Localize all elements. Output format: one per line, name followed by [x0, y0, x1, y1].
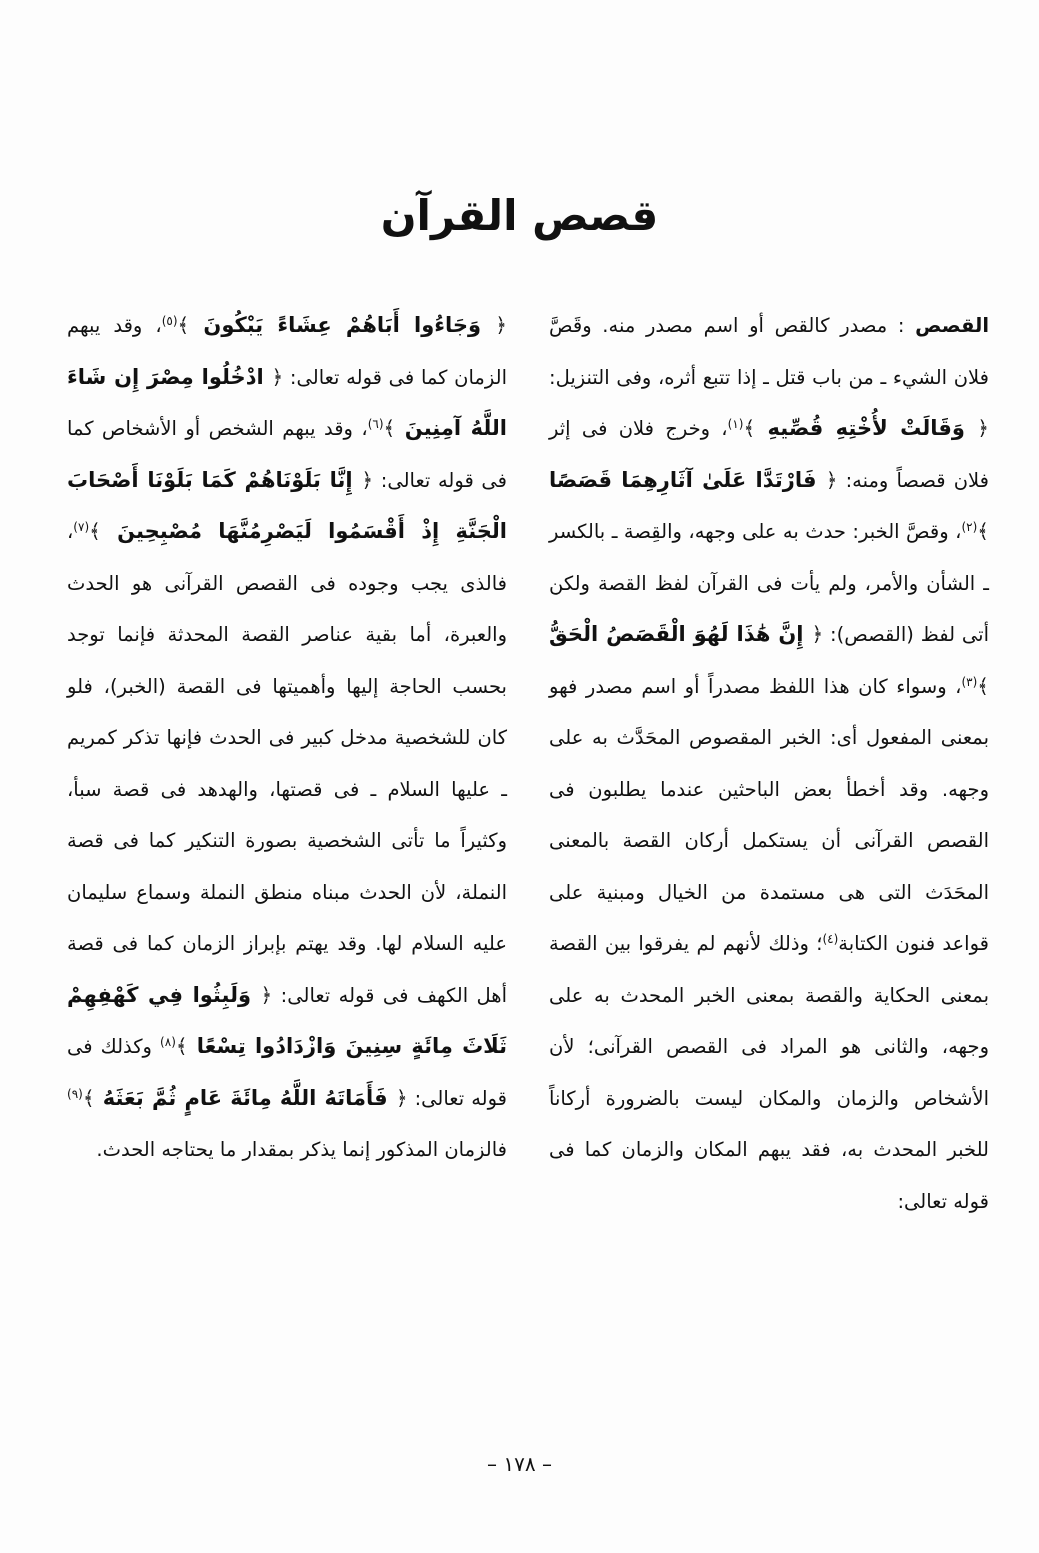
ornate-bracket: ﴾ — [977, 673, 989, 698]
quran-verse: ادْخُلُوا مِصْرَ إِن شَاءَ اللَّهُ آمِنِينَ — [67, 364, 507, 440]
ornate-bracket: ﴾ — [175, 1034, 188, 1058]
ornate-bracket: ﴿ — [825, 467, 838, 492]
footnote-marker: (٣) — [961, 674, 978, 689]
quran-verse: وَجَاءُوا أَبَاهُمْ عِشَاءً يَبْكُونَ — [189, 313, 496, 337]
ornate-bracket: ﴾ — [177, 313, 190, 337]
ornate-bracket: ﴿ — [495, 313, 507, 337]
quran-verse: وَلَبِثُوا فِي كَهْفِهِمْ ثَلَاثَ مِائَةٍ سِنِينَ وَازْدَادُوا تِسْعًا — [67, 982, 507, 1058]
text-run: ، فالذى يجب وجوده فى القصص القرآنى هو الحدث والعبرة، أما بقية عناصر القصة المحدثة فإنما توجد بحسب الحاجة إليها وأهميتها فى القصة (الخبر)، فلو كان للشخصية مدخل كبير فى الحدث فإنها تذكر كمريم ـ عليها السلام ـ فى قصتها، والهدهد فى قصة سبأ، وكثيراً ما تأتى الشخصية بصورة التنكير كما فى قصة النملة، لأن الحدث مبناه منطق النملة وسماع سليمان — [67, 520, 507, 904]
honorific-glyph: عليه السلام — [411, 932, 507, 955]
quran-verse: إِنَّا بَلَوْنَاهُمْ كَمَا بَلَوْنَا أَصْحَابَ الْجَنَّةِ إِذْ أَقْسَمُوا لَيَصْرِمُنَّهَا مُصْبِحِينَ — [67, 467, 507, 543]
quran-verse: إِنَّ هَٰذَا لَهُوَ الْقَصَصُ الْحَقُّ — [549, 622, 812, 646]
column-left — [67, 300, 507, 1176]
footnote-marker: (٨) — [160, 1035, 176, 1049]
quran-verse: فَأَمَاتَهُ اللَّهُ مِائَةَ عَامٍ ثُمَّ بَعَثَهُ — [94, 1085, 396, 1110]
ornate-bracket: ﴿ — [271, 364, 284, 389]
footnote-marker: (٦) — [367, 417, 384, 431]
ornate-bracket: ﴿ — [395, 1085, 408, 1110]
ornate-bracket: ﴾ — [383, 416, 396, 440]
column-right — [549, 300, 989, 1227]
footnote-marker: (٤) — [822, 932, 839, 946]
text-run: ، وخرج فلان فى إثر فلان قصصاً ومنه: — [549, 417, 989, 492]
quran-verse: وَقَالَتْ لأُخْتِهِ قُصِّيهِ — [755, 416, 978, 440]
ornate-bracket: ﴿ — [260, 982, 273, 1007]
text-run: ، وقد يبهم الشخص أو الأشخاص كما فى قوله تعالى: — [67, 417, 507, 492]
footnote-marker: (١) — [727, 417, 744, 431]
footnote-marker: (٢) — [961, 520, 978, 534]
ornate-bracket: ﴿ — [977, 416, 989, 440]
page-title: قصص القرآن — [380, 191, 659, 241]
ornate-bracket: ﴾ — [743, 416, 756, 440]
ornate-bracket: ﴾ — [89, 519, 101, 543]
text-run: : مصدر كالقص أو اسم مصدر منه. وقَصَّ فلان الشيء ـ من باب قتل ـ إذا تتبع أثره، وفى التنزيل: — [549, 314, 989, 389]
text-run: ، وسواء كان هذا اللفظ مصدراً أو اسم مصدر فهو بمعنى المفعول أى: الخبر المقصوص المحَدَّث به على وجهه. وقد أخطأ بعض الباحثين عندما يطلبون فى القصص القرآنى أن يستكمل أركان القصة بالمعنى المحَدَث التى هى مستمدة من الخيال ومبنية على قواعد فنون الكتابة — [549, 674, 989, 955]
footnote-marker: (٥) — [161, 314, 178, 328]
text-run: ، وقد يبهم الزمان كما فى قوله تعالى: — [67, 314, 507, 389]
text-run: ؛ وذلك لأنهم لم يفرقوا بين القصة بمعنى الحكاية والقصة بمعنى الخبر المحدث به على وجهه، والثانى هو المراد فى القصص القرآنى؛ لأن الأشخاص والزمان والمكان ليست بالضرورة أركاناً للخبر المحدث به، فقد يبهم المكان والزمان كما فى قوله تعالى: — [549, 932, 989, 1213]
text-run: ، وقصَّ الخبر: حدث به على وجهه، والقِصة ـ بالكسر ـ الشأن والأمر، ولم يأت فى القرآن لفظ القصة ولكن أتى لفظ (القصص): — [549, 520, 989, 646]
footnote-marker: (٧) — [73, 520, 90, 534]
text-run: لها. وقد يهتم بإبراز الزمان كما فى قصة أهل الكهف فى قوله تعالى: — [67, 932, 507, 1007]
ornate-bracket: ﴾ — [82, 1085, 95, 1110]
term-label: القصص — [915, 314, 989, 337]
ornate-bracket: ﴾ — [977, 519, 989, 543]
ornate-bracket: ﴿ — [361, 467, 374, 492]
page-number: – ١٧٨ – — [487, 1452, 552, 1476]
text-run: وكذلك فى قوله تعالى: — [67, 1035, 507, 1110]
column-left-paragraph — [67, 300, 507, 1176]
ornate-bracket: ﴿ — [811, 622, 824, 646]
footnote-marker: (٩) — [67, 1086, 83, 1101]
text-run: فالزمان المذكور إنما يذكر بمقدار ما يحتاجه الحدث. — [96, 1138, 507, 1161]
column-right-paragraph — [549, 300, 989, 1227]
quran-verse: فَارْتَدَّا عَلَىٰ آثَارِهِمَا قَصَصًا — [549, 467, 826, 492]
